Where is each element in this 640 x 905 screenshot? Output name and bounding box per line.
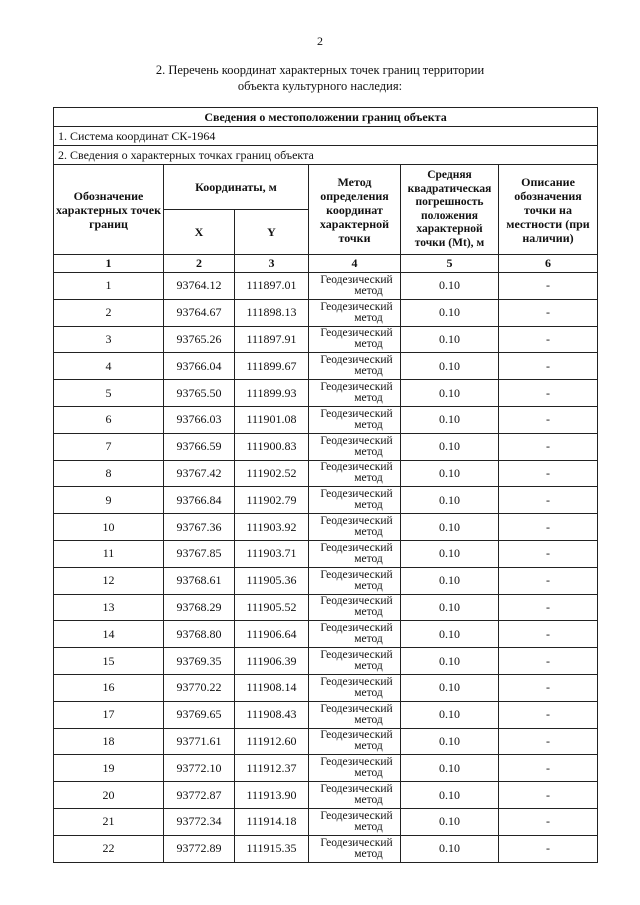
mean-error: 0.10 (401, 755, 499, 782)
method-line-1: Геодезический (320, 273, 393, 286)
coord-x: 93770.22 (164, 674, 235, 701)
mean-error: 0.10 (401, 674, 499, 701)
point-description: - (499, 380, 598, 407)
table-row (54, 514, 598, 541)
coord-y: 111905.36 (235, 567, 309, 594)
header-description: Описание обозначения точки на местности (при наличии) (499, 165, 598, 255)
method-line-2: метод (354, 579, 383, 592)
coord-x: 93767.85 (164, 540, 235, 567)
point-description: - (499, 808, 598, 835)
method-line-2: метод (354, 713, 383, 726)
coord-y: 111913.90 (235, 782, 309, 809)
method-line-2: метод (354, 552, 383, 565)
method-line-2: метод (354, 284, 383, 297)
method-line-2: метод (354, 767, 383, 780)
mean-error: 0.10 (401, 380, 499, 407)
coord-y: 111901.08 (235, 406, 309, 433)
point-description: - (499, 326, 598, 353)
coord-y: 111906.39 (235, 648, 309, 675)
method-line-1: Геодезический (320, 622, 393, 635)
coord-y: 111902.79 (235, 487, 309, 514)
mean-error: 0.10 (401, 433, 499, 460)
coord-y: 111902.52 (235, 460, 309, 487)
table-row (54, 594, 598, 621)
table-row (54, 674, 598, 701)
coord-y: 111897.91 (235, 326, 309, 353)
method-line-2: метод (354, 472, 383, 485)
table-row (54, 808, 598, 835)
table-row (54, 728, 598, 755)
table-row (54, 460, 598, 487)
table-row (54, 273, 598, 300)
coord-x: 93764.67 (164, 299, 235, 326)
method-line-1: Геодезический (320, 783, 393, 796)
point-number: 2 (54, 299, 164, 326)
method-line-2: метод (354, 526, 383, 539)
method (309, 782, 401, 809)
coord-y: 111912.37 (235, 755, 309, 782)
method-line-2: метод (354, 311, 383, 324)
coord-x: 93768.61 (164, 567, 235, 594)
method-line-1: Геодезический (320, 729, 393, 742)
method-line-1: Геодезический (320, 809, 393, 822)
column-number: 3 (235, 255, 309, 273)
method (309, 487, 401, 514)
table-row (54, 326, 598, 353)
coord-x: 93767.36 (164, 514, 235, 541)
point-description: - (499, 433, 598, 460)
point-number: 6 (54, 406, 164, 433)
coord-y: 111903.92 (235, 514, 309, 541)
method-line-1: Геодезический (320, 541, 393, 554)
method-line-1: Геодезический (320, 756, 393, 769)
coord-y: 111915.35 (235, 835, 309, 862)
point-description: - (499, 594, 598, 621)
point-description: - (499, 648, 598, 675)
method (309, 380, 401, 407)
method-line-2: метод (354, 338, 383, 351)
method-line-1: Геодезический (320, 836, 393, 849)
coord-y: 111905.52 (235, 594, 309, 621)
points-info: 2. Сведения о характерных точках границ объекта (54, 146, 598, 165)
table-row (54, 353, 598, 380)
method-line-1: Геодезический (320, 407, 393, 420)
method (309, 540, 401, 567)
mean-error: 0.10 (401, 648, 499, 675)
coord-x: 93769.65 (164, 701, 235, 728)
point-description: - (499, 701, 598, 728)
heading-line-1: 2. Перечень координат характерных точек границ территории (155, 63, 485, 77)
mean-error: 0.10 (401, 299, 499, 326)
point-number: 15 (54, 648, 164, 675)
column-number: 2 (164, 255, 235, 273)
method-line-1: Геодезический (320, 461, 393, 474)
column-number: 4 (309, 255, 401, 273)
table-row (54, 487, 598, 514)
table-row (54, 701, 598, 728)
method-line-2: метод (354, 365, 383, 378)
method-line-1: Геодезический (320, 568, 393, 581)
coord-y: 111903.71 (235, 540, 309, 567)
mean-error: 0.10 (401, 701, 499, 728)
point-number: 22 (54, 835, 164, 862)
coord-y: 111899.67 (235, 353, 309, 380)
point-number: 13 (54, 594, 164, 621)
table-row (54, 380, 598, 407)
mean-error: 0.10 (401, 326, 499, 353)
method-line-2: метод (354, 794, 383, 807)
point-description: - (499, 728, 598, 755)
table-row (54, 755, 598, 782)
point-number: 21 (54, 808, 164, 835)
point-description: - (499, 273, 598, 300)
point-number: 3 (54, 326, 164, 353)
method-line-2: метод (354, 606, 383, 619)
point-number: 14 (54, 621, 164, 648)
coord-y: 111899.93 (235, 380, 309, 407)
point-description: - (499, 540, 598, 567)
method-line-1: Геодезический (320, 354, 393, 367)
point-number: 10 (54, 514, 164, 541)
mean-error: 0.10 (401, 835, 499, 862)
point-description: - (499, 353, 598, 380)
point-description: - (499, 487, 598, 514)
method (309, 674, 401, 701)
method-line-1: Геодезический (320, 488, 393, 501)
method-line-1: Геодезический (320, 675, 393, 688)
method-line-1: Геодезический (320, 327, 393, 340)
point-number: 5 (54, 380, 164, 407)
method (309, 460, 401, 487)
method (309, 755, 401, 782)
method-line-2: метод (354, 445, 383, 458)
coord-y: 111898.13 (235, 299, 309, 326)
coord-y: 111914.18 (235, 808, 309, 835)
method-line-2: метод (354, 633, 383, 646)
coord-y: 111897.01 (235, 273, 309, 300)
coord-y: 111900.83 (235, 433, 309, 460)
coord-x: 93766.03 (164, 406, 235, 433)
mean-error: 0.10 (401, 808, 499, 835)
point-number: 8 (54, 460, 164, 487)
method (309, 728, 401, 755)
coord-x: 93766.04 (164, 353, 235, 380)
method (309, 648, 401, 675)
table-row (54, 567, 598, 594)
method (309, 353, 401, 380)
method-line-2: метод (354, 820, 383, 833)
method-line-2: метод (354, 686, 383, 699)
mean-error: 0.10 (401, 594, 499, 621)
coord-y: 111908.43 (235, 701, 309, 728)
mean-error: 0.10 (401, 406, 499, 433)
method-line-1: Геодезический (320, 381, 393, 394)
coord-x: 93772.87 (164, 782, 235, 809)
coord-x: 93765.50 (164, 380, 235, 407)
point-number: 9 (54, 487, 164, 514)
mean-error: 0.10 (401, 621, 499, 648)
method-line-1: Геодезический (320, 649, 393, 662)
heading-line-2: объекта культурного наследия: (237, 79, 403, 93)
coord-y: 111912.60 (235, 728, 309, 755)
header-designation: Обозначение характерных точек границ (54, 165, 164, 255)
document-heading (60, 62, 580, 94)
header-coordinates: Координаты, м (164, 165, 309, 210)
column-number: 6 (499, 255, 598, 273)
coordinate-system: 1. Система координат СК-1964 (54, 127, 598, 146)
method-line-2: метод (354, 499, 383, 512)
coord-x: 93772.10 (164, 755, 235, 782)
point-description: - (499, 514, 598, 541)
point-description: - (499, 406, 598, 433)
table-row (54, 433, 598, 460)
method (309, 835, 401, 862)
point-description: - (499, 674, 598, 701)
point-description: - (499, 782, 598, 809)
mean-error: 0.10 (401, 353, 499, 380)
mean-error: 0.10 (401, 782, 499, 809)
table-row (54, 406, 598, 433)
coord-x: 93768.29 (164, 594, 235, 621)
method (309, 567, 401, 594)
mean-error: 0.10 (401, 540, 499, 567)
coord-x: 93766.59 (164, 433, 235, 460)
method (309, 514, 401, 541)
mean-error: 0.10 (401, 514, 499, 541)
coord-x: 93766.84 (164, 487, 235, 514)
mean-error: 0.10 (401, 567, 499, 594)
method-line-1: Геодезический (320, 515, 393, 528)
point-description: - (499, 835, 598, 862)
method-line-1: Геодезический (320, 595, 393, 608)
coord-y: 111908.14 (235, 674, 309, 701)
point-number: 1 (54, 273, 164, 300)
method (309, 701, 401, 728)
mean-error: 0.10 (401, 728, 499, 755)
header-y: Y (235, 210, 309, 255)
coord-x: 93767.42 (164, 460, 235, 487)
mean-error: 0.10 (401, 460, 499, 487)
coord-x: 93772.89 (164, 835, 235, 862)
method (309, 594, 401, 621)
method-line-1: Геодезический (320, 702, 393, 715)
header-method: Метод определения координат характерной точки (309, 165, 401, 255)
coord-x: 93768.80 (164, 621, 235, 648)
method-line-1: Геодезический (320, 434, 393, 447)
coord-x: 93765.26 (164, 326, 235, 353)
method-line-2: метод (354, 418, 383, 431)
method-line-2: метод (354, 847, 383, 860)
boundary-coordinates-table (53, 107, 598, 863)
point-number: 16 (54, 674, 164, 701)
point-number: 20 (54, 782, 164, 809)
header-x: X (164, 210, 235, 255)
point-number: 17 (54, 701, 164, 728)
method (309, 299, 401, 326)
method-line-1: Геодезический (320, 300, 393, 313)
column-number: 5 (401, 255, 499, 273)
point-number: 12 (54, 567, 164, 594)
method (309, 273, 401, 300)
table-row (54, 540, 598, 567)
table-row (54, 782, 598, 809)
table-row (54, 648, 598, 675)
method (309, 808, 401, 835)
column-number: 1 (54, 255, 164, 273)
point-number: 19 (54, 755, 164, 782)
header-error: Средняя квадратическая погрешность положения характерной точки (Mt), м (401, 165, 499, 255)
point-number: 7 (54, 433, 164, 460)
table-row (54, 299, 598, 326)
point-description: - (499, 567, 598, 594)
page-number: 2 (317, 34, 323, 48)
point-number: 18 (54, 728, 164, 755)
coord-x: 93772.34 (164, 808, 235, 835)
point-description: - (499, 299, 598, 326)
method-line-2: метод (354, 392, 383, 405)
point-number: 11 (54, 540, 164, 567)
method (309, 406, 401, 433)
mean-error: 0.10 (401, 273, 499, 300)
method-line-2: метод (354, 740, 383, 753)
table-row (54, 835, 598, 862)
point-number: 4 (54, 353, 164, 380)
method (309, 621, 401, 648)
coord-y: 111906.64 (235, 621, 309, 648)
method (309, 326, 401, 353)
coord-x: 93771.61 (164, 728, 235, 755)
point-description: - (499, 460, 598, 487)
coord-x: 93769.35 (164, 648, 235, 675)
point-description: - (499, 755, 598, 782)
method (309, 433, 401, 460)
table-caption: Сведения о местоположении границ объекта (54, 108, 598, 127)
point-description: - (499, 621, 598, 648)
coord-x: 93764.12 (164, 273, 235, 300)
table-row (54, 621, 598, 648)
mean-error: 0.10 (401, 487, 499, 514)
method-line-2: метод (354, 660, 383, 673)
